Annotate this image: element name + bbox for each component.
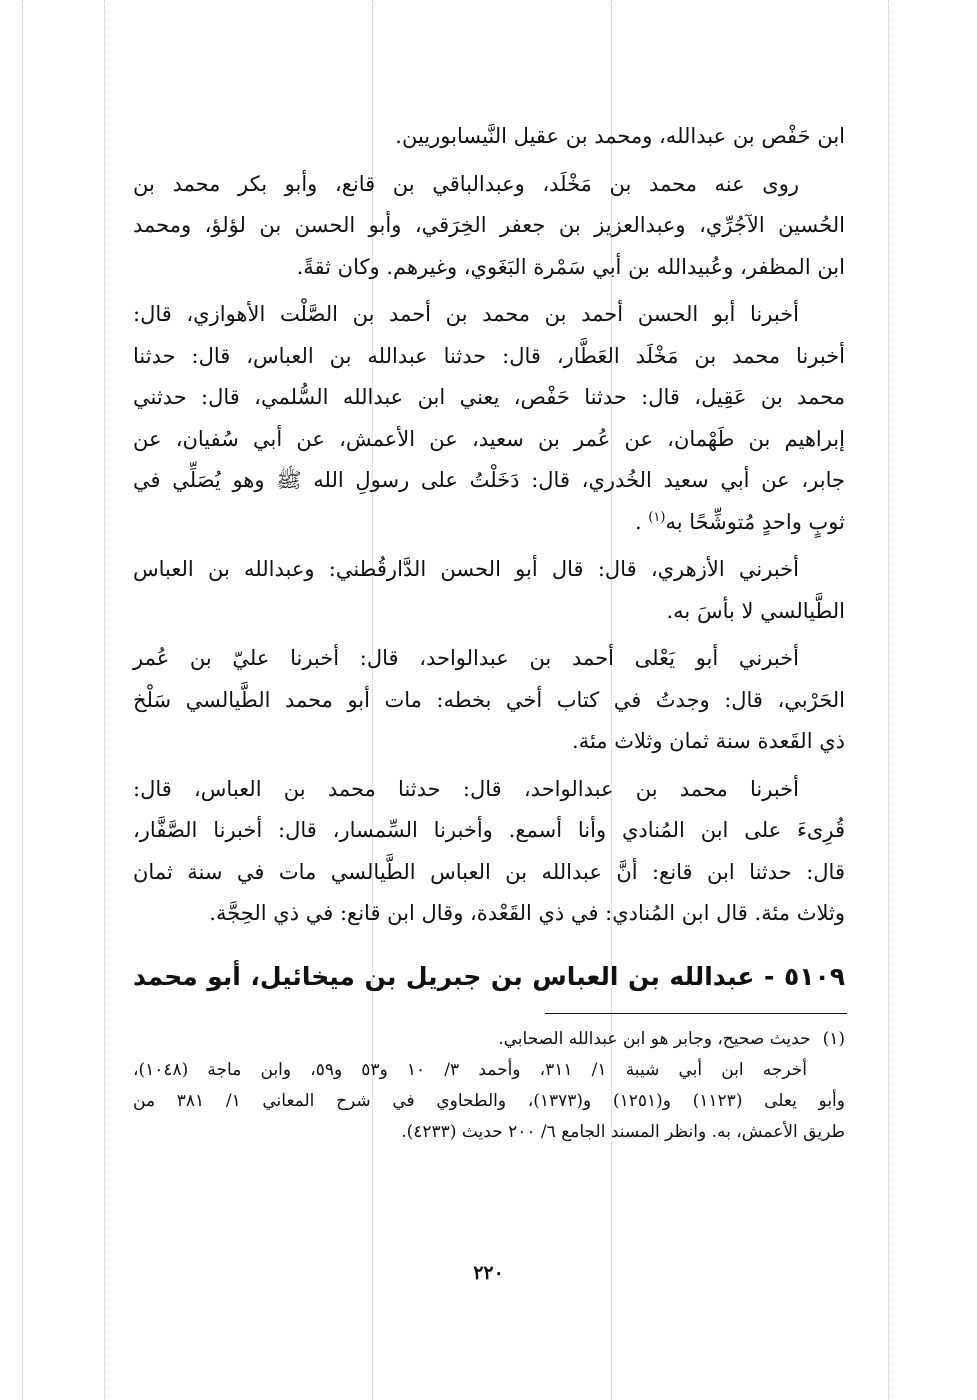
text-line: ابن حَفْص بن عبدالله، ومحمد بن عقيل النَّيسابوريين. <box>395 124 845 148</box>
paragraph-3 <box>133 294 845 543</box>
footnotes <box>133 1024 845 1148</box>
text-line: روى عنه محمد بن مَخْلَد، وعبدالباقي بن قانع، وأبو بكر محمد بن <box>133 171 799 196</box>
text-line: الطَّيالسي لا بأسَ به. <box>666 598 845 623</box>
scan-artifact-line <box>888 0 889 1400</box>
text-line: الحُسين الآجُرِّي، وعبدالعزيز بن جعفر الخِرَقي، وأبو الحسن بن لؤلؤ، ومحمد <box>133 213 845 237</box>
text-line: الحَرْبي، قال: وجدتُ في كتاب أخي بخطه: مات أبو محمد الطَّيالسي سَلْخ <box>133 687 845 712</box>
footnote-line: وأبو يعلى (١١٢٣) و(١٢٥١) و(١٣٧٣)، والطحاوي في شرح المعاني ١/ ٣٨١ من <box>133 1091 845 1111</box>
text-line: جابر، عن أبي سعيد الخُدري، قال: دَخَلْتُ على رسولِ الله ﷺ وهو يُصَلِّي في <box>133 468 845 492</box>
text-line: إبراهيم بن طَهْمان، عن عُمر بن سعيد، عن الأعمش، عن أبي سُفيان، عن <box>133 426 845 451</box>
text-line: أخبرني أبو يَعْلى أحمد بن عبدالواحد، قال: أخبرنا عليّ بن عُمر <box>133 646 799 670</box>
text-line: أخبرنا محمد بن مَخْلَد العَطَّار، قال: حدثنا عبدالله بن العباس، قال: حدثنا <box>133 343 845 368</box>
entry-heading: ٥١٠٩ - عبدالله بن العباس بن جبريل بن ميخائيل، أبو محمد <box>133 962 845 991</box>
footnote-number: (١) <box>822 1029 845 1049</box>
page-number: ٢٢٠ <box>473 1262 504 1284</box>
footnote-text: حديث صحيح، وجابر هو ابن عبدالله الصحابي. <box>498 1029 811 1049</box>
paragraph-5 <box>133 638 845 763</box>
paragraph-6 <box>133 769 845 935</box>
text-line: أخبرني الأزهري، قال: قال أبو الحسن الدَّارقُطني: وعبدالله بن العباس <box>133 557 799 581</box>
text-line: ذي القَعدة سنة ثمان وثلاث مئة. <box>572 729 845 753</box>
footnote-divider <box>545 1013 847 1014</box>
text-line: ابن المظفر، وعُبيدالله بن أبي سَمْرة البَغَوي، وغيرهم. وكان ثقةً. <box>296 254 845 279</box>
paragraph-4 <box>133 549 845 632</box>
footnote-line: طريق الأعمش، به. وانظر المسند الجامع ٦/ ٢٠٠ حديث (٤٢٣٣). <box>401 1122 845 1142</box>
text-line: قال: حدثنا ابن قانع: أنَّ عبدالله بن العباس الطَّيالسي مات في سنة ثمان <box>133 859 845 884</box>
text-line-content: ثوبٍ واحدٍ مُتوشِّحًا به <box>665 509 845 534</box>
text-line: محمد بن عَقِيل، قال: حدثنا حَفْص، يعني ابن عبدالله السُّلمي، قال: حدثني <box>133 385 845 409</box>
main-text <box>133 116 845 941</box>
text-line: وثلاث مئة. قال ابن المُنادي: في ذي القَعْدة، وقال ابن قانع: في ذي الحِجَّة. <box>209 901 845 925</box>
scan-artifact-line <box>104 0 105 1400</box>
text-line: أخبرنا محمد بن عبدالواحد، قال: حدثنا محمد بن العباس، قال: <box>133 776 799 801</box>
footnote-line: أخرجه ابن أبي شيبة ١/ ٣١١، وأحمد ٣/ ١٠ و٥٣ و٥٩، وابن ماجة (١٠٤٨)، <box>133 1060 807 1080</box>
scan-artifact-line <box>22 0 23 1400</box>
footnote-reference[interactable]: (١) <box>648 509 666 525</box>
paragraph-1 <box>133 116 845 158</box>
text-line: ثوبٍ واحدٍ مُتوشِّحًا به$^{(١)}$ . <box>634 509 845 534</box>
footnote-line <box>133 1024 845 1055</box>
text-line: أخبرنا أبو الحسن أحمد بن محمد بن أحمد بن الصَّلْت الأهوازي، قال: <box>133 302 799 326</box>
text-line: قُرِىءَ على ابن المُنادي وأنا أسمع. وأخبرنا السِّمسار، قال: أخبرنا الصَّفَّار، <box>133 818 845 842</box>
paragraph-2 <box>133 164 845 289</box>
